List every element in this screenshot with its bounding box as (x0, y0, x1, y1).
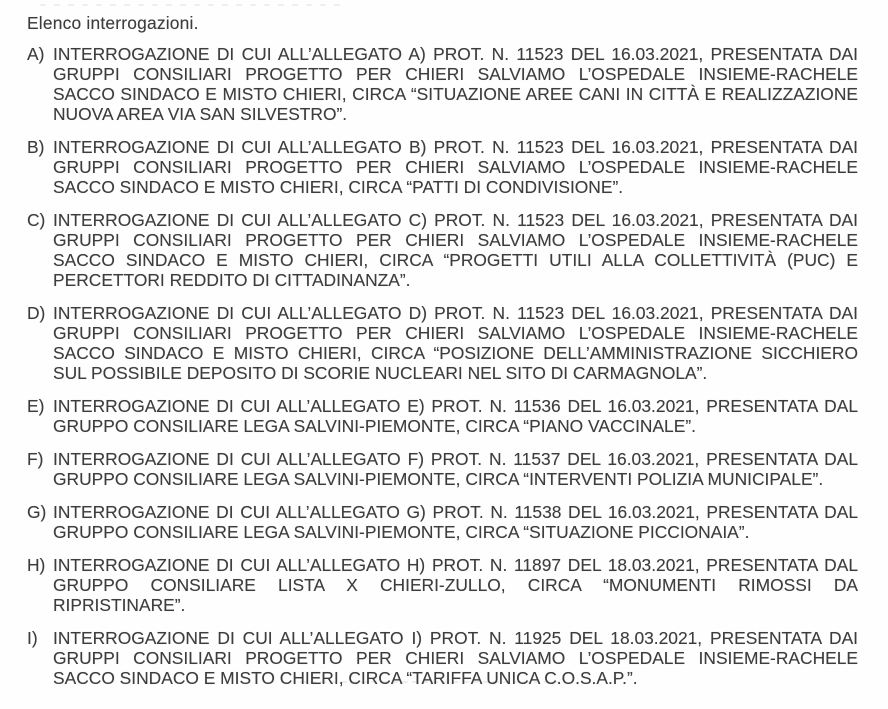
item-label: E) (27, 396, 45, 416)
interrogation-item (27, 396, 858, 436)
item-line: INTERROGAZIONE DI CUI ALL’ALLEGATO A) PROT. N. 11523 DEL 16.03.2021, PRESENTATA DAI (53, 44, 858, 64)
item-line: GRUPPO CONSILIARE LEGA SALVINI-PIEMONTE, CIRCA “INTERVENTI POLIZIA MUNICIPALE”. (53, 469, 824, 489)
item-label: C) (27, 210, 46, 230)
page-title: Elenco interrogazioni. (27, 13, 199, 33)
item-line: INTERROGAZIONE DI CUI ALL’ALLEGATO G) PROT. N. 11538 DEL 16.03.2021, PRESENTATA DAL (53, 502, 858, 522)
item-line: SACCO SINDACO E MISTO CHIERI, CIRCA “POSIZIONE DELL’AMMINISTRAZIONE SICCHIERO (53, 343, 858, 363)
item-label: B) (27, 137, 45, 157)
item-text (53, 137, 858, 197)
item-line: INTERROGAZIONE DI CUI ALL’ALLEGATO E) PROT. N. 11536 DEL 16.03.2021, PRESENTATA DAL (53, 396, 858, 416)
item-text (53, 303, 858, 383)
interrogation-item (27, 303, 858, 383)
interrogation-list (27, 44, 858, 688)
interrogation-item (27, 628, 858, 688)
interrogation-item (27, 137, 858, 197)
item-line: SACCO SINDACO E MISTO CHIERI, CIRCA “SITUAZIONE AREE CANI IN CITTÀ E REALIZZAZIONE (53, 84, 858, 104)
interrogation-item (27, 449, 858, 489)
item-line: GRUPPO CONSILIARE LEGA SALVINI-PIEMONTE, CIRCA “PIANO VACCINALE”. (53, 416, 696, 436)
item-line: INTERROGAZIONE DI CUI ALL’ALLEGATO C) PROT. N. 11523 DEL 16.03.2021, PRESENTATA DAI (53, 210, 858, 230)
scan-artifact-top (40, 4, 340, 6)
item-line: INTERROGAZIONE DI CUI ALL’ALLEGATO B) PROT. N. 11523 DEL 16.03.2021, PRESENTATA DAI (53, 137, 858, 157)
interrogation-item (27, 555, 858, 615)
item-line: GRUPPI CONSILIARI PROGETTO PER CHIERI SALVIAMO L’OSPEDALE INSIEME-RACHELE (53, 323, 858, 343)
item-text (53, 555, 858, 615)
item-line: GRUPPO CONSILIARE LISTA X CHIERI-ZULLO, CIRCA “MONUMENTI RIMOSSI DA (53, 575, 858, 595)
item-line: PERCETTORI REDDITO DI CITTADINANZA”. (53, 270, 411, 290)
interrogation-item (27, 210, 858, 290)
item-line: INTERROGAZIONE DI CUI ALL’ALLEGATO D) PROT. N. 11523 DEL 16.03.2021, PRESENTATA DAI (53, 303, 858, 323)
item-label: H) (27, 555, 46, 575)
item-line: SACCO SINDACO E MISTO CHIERI, CIRCA “PATTI DI CONDIVISIONE”. (53, 177, 624, 197)
item-line: GRUPPI CONSILIARI PROGETTO PER CHIERI SALVIAMO L’OSPEDALE INSIEME-RACHELE (53, 230, 858, 250)
item-label: D) (27, 303, 46, 323)
item-line: SACCO SINDACO E MISTO CHIERI, CIRCA “PROGETTI UTILI ALLA COLLETTIVITÀ (PUC) E (53, 250, 858, 270)
item-text (53, 210, 858, 290)
item-text (53, 449, 858, 489)
item-line: INTERROGAZIONE DI CUI ALL’ALLEGATO F) PROT. N. 11537 DEL 16.03.2021, PRESENTATA DAL (53, 449, 858, 469)
item-line: SUL POSSIBILE DEPOSITO DI SCORIE NUCLEARI NEL SITO DI CARMAGNOLA”. (53, 363, 708, 383)
scan-artifact-bottom (300, 681, 560, 683)
interrogation-item (27, 44, 858, 124)
item-line: GRUPPI CONSILIARI PROGETTO PER CHIERI SALVIAMO L’OSPEDALE INSIEME-RACHELE (53, 64, 858, 84)
item-text (53, 628, 858, 688)
item-line: SACCO SINDACO E MISTO CHIERI, CIRCA “TARIFFA UNICA C.O.S.A.P.”. (53, 668, 638, 688)
item-line: GRUPPO CONSILIARE LEGA SALVINI-PIEMONTE, CIRCA “SITUAZIONE PICCIONAIA”. (53, 522, 750, 542)
item-line: NUOVA AREA VIA SAN SILVESTRO”. (53, 104, 348, 124)
item-line: GRUPPI CONSILIARI PROGETTO PER CHIERI SALVIAMO L’OSPEDALE INSIEME-RACHELE (53, 157, 858, 177)
item-label: A) (27, 44, 45, 64)
item-label: G) (27, 502, 47, 522)
item-text (53, 502, 858, 542)
item-line: INTERROGAZIONE DI CUI ALL’ALLEGATO H) PROT. N. 11897 DEL 18.03.2021, PRESENTATA DAL (53, 555, 858, 575)
item-text (53, 44, 858, 124)
interrogation-item (27, 502, 858, 542)
item-line: INTERROGAZIONE DI CUI ALL’ALLEGATO I) PROT. N. 11925 DEL 18.03.2021, PRESENTATA DAI (53, 628, 858, 648)
item-label: F) (27, 449, 44, 469)
item-line: RIPRISTINARE”. (53, 595, 186, 615)
item-label: I) (27, 628, 38, 648)
item-text (53, 396, 858, 436)
item-line: GRUPPI CONSILIARI PROGETTO PER CHIERI SALVIAMO L’OSPEDALE INSIEME-RACHELE (53, 648, 858, 668)
